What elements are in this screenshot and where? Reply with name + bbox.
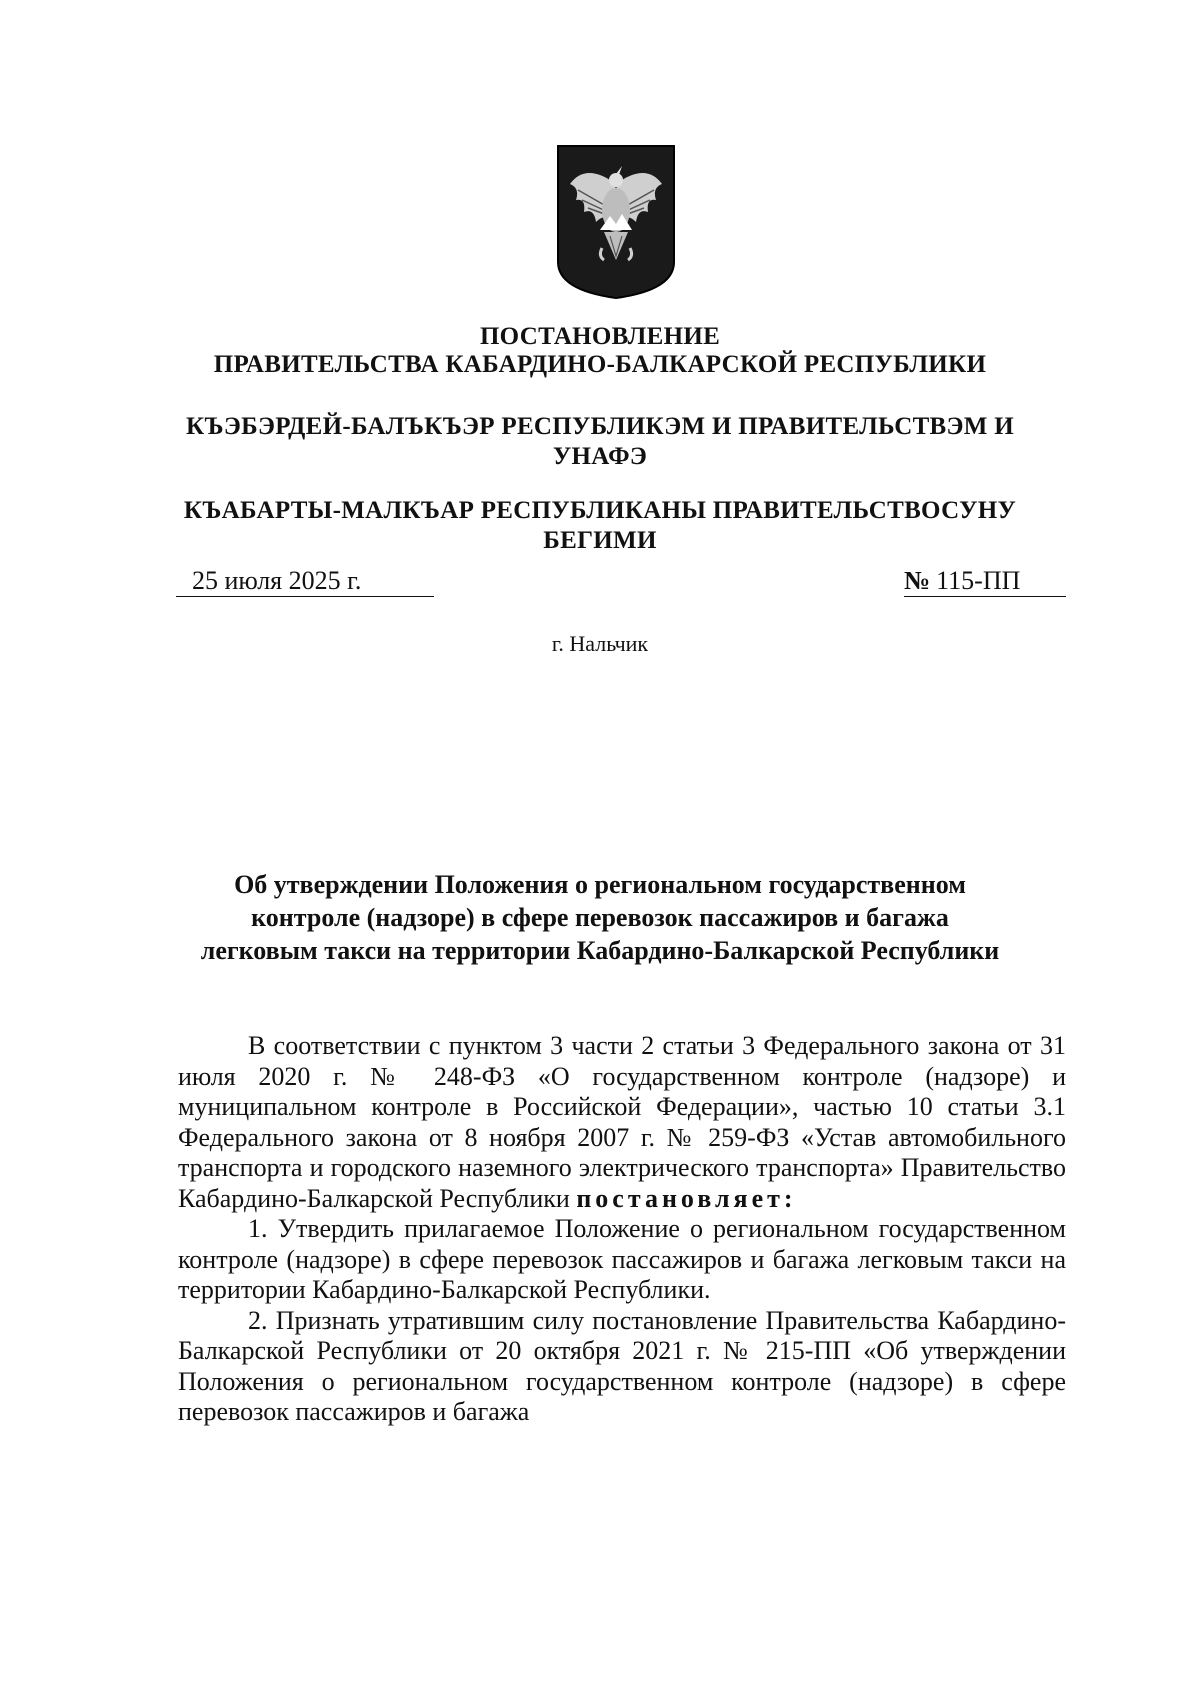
number-value: 115-ПП [936,566,1021,595]
preamble-text: В соответствии с пунктом 3 части 2 статьи 3 Федерального закона от 31 июля 2020 г. № 248-ФЗ «О государственном контроле (надзоре) и муниципальном контроле в Российской Федерации», частью 10 статьи 3.1 Федерального закона от 8 ноября 2007 г. № 259-ФЗ «Устав автомобильного транспорта и городского наземного электрического транспорта» Правительство Кабардино-Балкарской Республики [178,1031,1066,1213]
number-sign: № [904,566,931,595]
coat-of-arms-icon [556,144,676,300]
decree-date: 25 июля 2025 г. [176,566,434,597]
kabardian-heading: КЪЭБЭРДЕЙ-БАЛЪКЪЭР РЕСПУБЛИКЭМ И ПРАВИТЕЛЬСТВЭМ И УНАФЭ [186,413,1014,470]
preamble-paragraph [178,1031,1066,1214]
decree-word: постановляет: [576,1183,797,1213]
decree-type-heading: ПОСТАНОВЛЕНИЕ [479,323,721,350]
item-1-paragraph: 1. Утвердить прилагаемое Положение о региональном государственном контроле (надзоре) в сфере перевозок пассажиров и багажа легковым такси на территории Кабардино-Балкарской Республики. [178,1214,1066,1304]
document-body [178,1031,1066,1428]
balkar-heading: КЪАБАРТЫ-МАЛКЪАР РЕСПУБЛИКАНЫ ПРАВИТЕЛЬСТВОСУНУ БЕГИМИ [183,497,1017,554]
issuer-heading: ПРАВИТЕЛЬСТВА КАБАРДИНО-БАЛКАРСКОЙ РЕСПУБЛИКИ [213,351,987,378]
item-2-paragraph: 2. Признать утратившим силу постановление Правительства Кабардино-Балкарской Республики от 20 октября 2021 г. № 215-ПП «Об утверждении Положения о региональном государственном контроле (надзоре) в сфере перевозок пассажиров и багажа [178,1305,1066,1426]
decree-number [904,566,1066,597]
city-label: г. Нальчик [551,631,649,656]
document-title: Об утверждении Положения о региональном государственном контроле (надзоре) в сфере перевозок пассажиров и багажа легковым такси на территории Кабардино-Балкарской Республики [200,870,1000,965]
